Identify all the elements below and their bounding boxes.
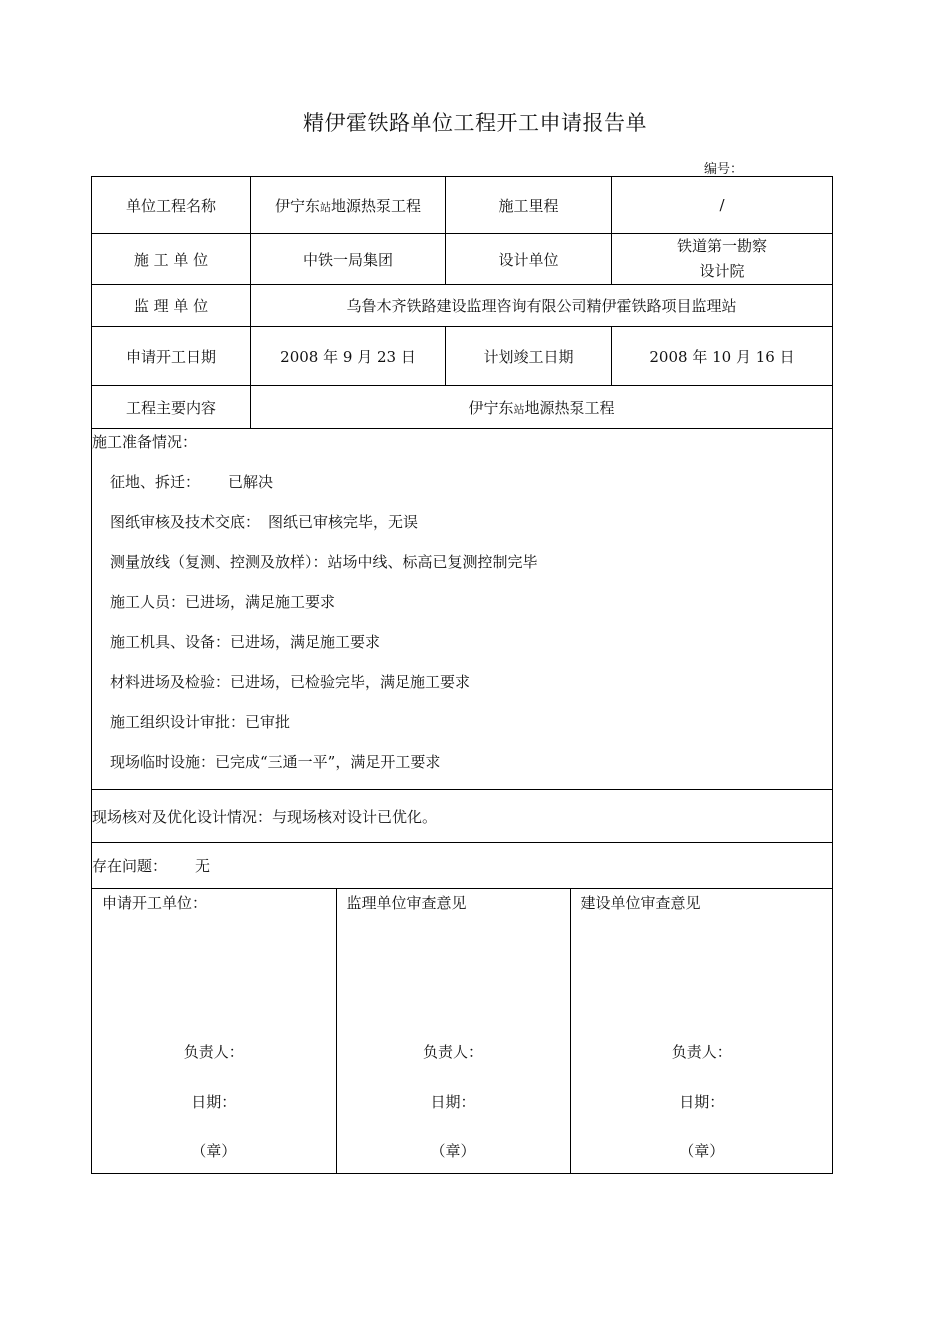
owner-heading: 建设单位审查意见	[580, 894, 701, 912]
construction-unit-label: 施 工 单 位	[92, 234, 251, 285]
applicant-seal-label: （章）	[191, 1142, 237, 1160]
application-form-table	[91, 176, 833, 1174]
prep-item-drawings: 图纸审核及技术交底： 图纸已审核完毕，无误	[110, 513, 419, 531]
row-issues	[92, 843, 833, 889]
page-title: 精伊霍铁路单位工程开工申请报告单	[303, 111, 647, 135]
preparation-heading: 施工准备情况：	[92, 433, 198, 451]
row-verification	[92, 790, 833, 843]
row-project-name	[92, 177, 833, 234]
row-signatures	[92, 889, 833, 1174]
prep-item-materials: 材料进场及检验：已进场，已检验完毕，满足施工要求	[110, 673, 471, 691]
prep-item-land: 征地、拆迁： 已解决	[110, 473, 274, 491]
doc-number-label: 编号：	[704, 162, 744, 177]
design-unit-value: 铁道第一勘察 设计院	[612, 234, 833, 285]
supervisor-sign-cell	[336, 889, 570, 1173]
completion-date-value: 2008 年 10 月 16 日	[612, 327, 833, 386]
prep-item-organization: 施工组织设计审批：已审批	[110, 713, 291, 731]
issues-cell: 存在问题： 无	[92, 843, 833, 889]
supervisor-heading: 监理单位审查意见	[346, 894, 467, 912]
row-preparation	[92, 429, 833, 790]
project-name-label: 单位工程名称	[92, 177, 251, 234]
row-main-content	[92, 386, 833, 429]
applicant-person-label: 负责人：	[183, 1043, 244, 1061]
row-construction-unit	[92, 234, 833, 285]
prep-item-facilities: 现场临时设施：已完成“三通一平”，满足开工要求	[110, 753, 441, 771]
supervisor-person-label: 负责人：	[422, 1043, 483, 1061]
main-content-value: 伊宁东站地源热泵工程	[251, 386, 833, 429]
main-content-label: 工程主要内容	[92, 386, 251, 429]
signature-section	[92, 889, 833, 1174]
start-date-value: 2008 年 9 月 23 日	[251, 327, 446, 386]
construction-unit-value: 中铁一局集团	[251, 234, 446, 285]
design-unit-label: 设计单位	[446, 234, 612, 285]
owner-sign-cell	[570, 889, 833, 1173]
row-supervision-unit	[92, 285, 833, 327]
supervision-unit-value: 乌鲁木齐铁路建设监理咨询有限公司精伊霍铁路项目监理站	[251, 285, 833, 327]
mileage-value: /	[612, 177, 833, 234]
project-name-value: 伊宁东站地源热泵工程	[251, 177, 446, 234]
row-dates	[92, 327, 833, 386]
verification-cell: 现场核对及优化设计情况：与现场核对设计已优化。	[92, 790, 833, 843]
applicant-date-label: 日期：	[191, 1093, 237, 1111]
supervisor-seal-label: （章）	[430, 1142, 476, 1160]
preparation-section	[92, 429, 833, 790]
start-date-label: 申请开工日期	[92, 327, 251, 386]
mileage-label: 施工里程	[446, 177, 612, 234]
supervisor-date-label: 日期：	[430, 1093, 476, 1111]
owner-seal-label: （章）	[679, 1142, 725, 1160]
applicant-heading: 申请开工单位：	[102, 894, 208, 912]
completion-date-label: 计划竣工日期	[446, 327, 612, 386]
prep-item-equipment: 施工机具、设备：已进场，满足施工要求	[110, 633, 381, 651]
prep-item-survey: 测量放线（复测、控测及放样）：站场中线、标高已复测控制完毕	[110, 553, 538, 571]
supervision-unit-label: 监 理 单 位	[92, 285, 251, 327]
prep-item-personnel: 施工人员：已进场，满足施工要求	[110, 593, 336, 611]
owner-person-label: 负责人：	[671, 1043, 732, 1061]
applicant-sign-cell	[92, 889, 336, 1173]
owner-date-label: 日期：	[679, 1093, 725, 1111]
